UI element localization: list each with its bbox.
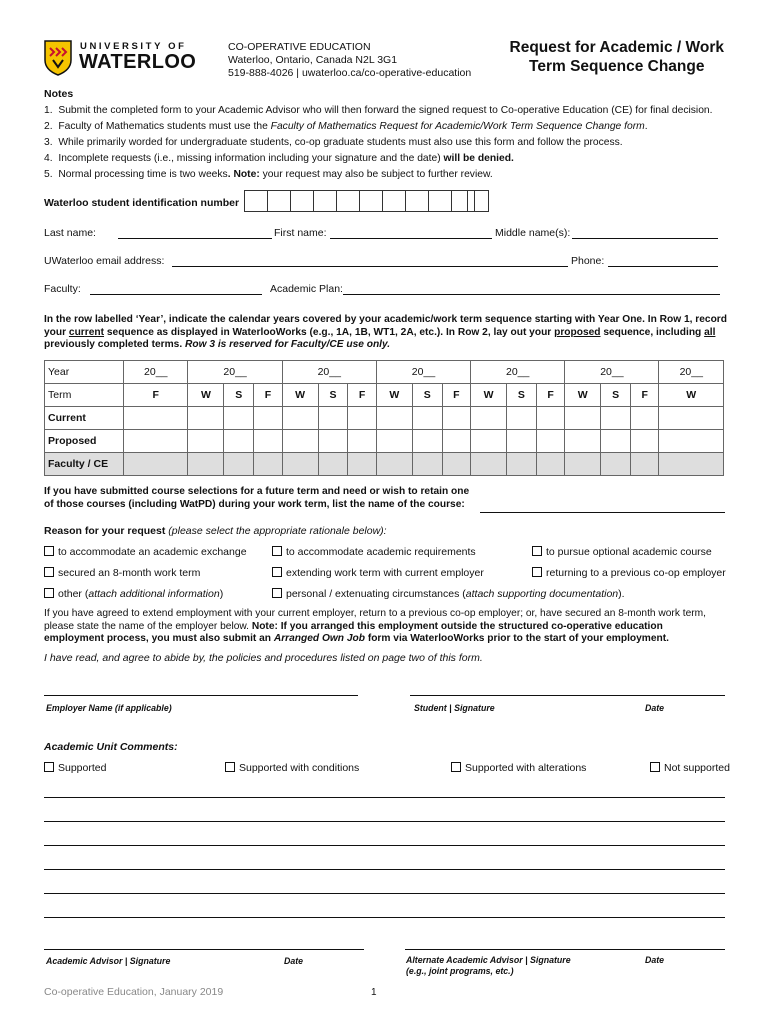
entry-cell xyxy=(471,453,507,476)
comment-line[interactable] xyxy=(44,917,725,918)
entry-cell[interactable] xyxy=(630,407,659,430)
reason-option[interactable]: extending work term with current employer xyxy=(272,567,484,579)
term-sequence-table xyxy=(44,360,724,476)
entry-cell xyxy=(565,453,601,476)
entry-cell[interactable] xyxy=(188,407,224,430)
entry-cell xyxy=(412,453,442,476)
reason-option[interactable]: to accommodate academic requirements xyxy=(272,546,476,558)
advisor-signature-field[interactable] xyxy=(44,949,364,950)
first-name-label: First name: xyxy=(274,227,327,239)
term-cell: F xyxy=(442,384,471,407)
page-number: 1 xyxy=(371,987,377,998)
notes-list xyxy=(44,103,734,183)
comment-line[interactable] xyxy=(44,869,725,870)
first-name-field[interactable] xyxy=(330,238,492,239)
student-id-digit[interactable] xyxy=(467,190,489,212)
year-cell[interactable]: 20__ xyxy=(188,361,282,384)
note-item: 4. Incomplete requests (i.e., missing information including your signature and the date) will be denied. xyxy=(44,153,514,164)
entry-cell[interactable] xyxy=(507,430,537,453)
term-cell: W xyxy=(659,384,724,407)
checkbox-icon[interactable] xyxy=(272,588,282,598)
entry-cell xyxy=(601,453,631,476)
row-label: Proposed xyxy=(45,430,124,453)
entry-cell[interactable] xyxy=(224,430,254,453)
faculty-field[interactable] xyxy=(90,294,262,295)
entry-cell[interactable] xyxy=(659,407,724,430)
student-id-digit[interactable] xyxy=(336,190,360,212)
comment-option[interactable]: Supported with conditions xyxy=(225,762,359,774)
student-id-digit[interactable] xyxy=(405,190,429,212)
term-cell: F xyxy=(348,384,377,407)
phone-label: Phone: xyxy=(571,255,605,267)
email-label: UWaterloo email address: xyxy=(44,255,165,267)
logo-line1: UNIVERSITY OF xyxy=(80,41,187,52)
note-item: 2. Faculty of Mathematics students must use the Faculty of Mathematics Request for Academic/Work Term Sequence Change form. xyxy=(44,121,648,132)
reason-option[interactable]: secured an 8-month work term xyxy=(44,567,200,579)
header-contact: 519-888-4026 | uwaterloo.ca/co-operative-education xyxy=(228,67,472,79)
student-id-digit[interactable] xyxy=(290,190,314,212)
checkbox-icon[interactable] xyxy=(272,546,282,556)
entry-cell xyxy=(124,453,188,476)
comment-line[interactable] xyxy=(44,821,725,822)
term-cell: S xyxy=(507,384,537,407)
student-signature-field[interactable] xyxy=(410,695,725,696)
last-name-label: Last name: xyxy=(44,227,96,239)
table-row-year xyxy=(45,361,724,384)
agreement-statement: I have read, and agree to abide by, the policies and procedures listed on page two of this form. xyxy=(44,652,483,664)
comments-heading: Academic Unit Comments: xyxy=(44,741,178,753)
term-cell: W xyxy=(565,384,601,407)
header-dept: CO-OPERATIVE EDUCATION xyxy=(228,41,371,53)
table-instructions: In the row labelled ‘Year’, indicate the calendar years covered by your academic/work term sequence starting with Year One. In Row 1, record your current sequence as displayed in WaterlooWorks (e.g., 1A, 1B, WT1, 2A, etc.). In Row 2, lay out your proposed sequence, including all previously completed terms. Row 3 is reserved for Faculty/CE use only. xyxy=(44,314,727,350)
row-label: Term xyxy=(45,384,124,407)
table-row-current xyxy=(45,407,724,430)
entry-cell[interactable] xyxy=(659,430,724,453)
note-item: 3. While primarily worded for undergraduate students, co-op graduate students must also use this form and follow the process. xyxy=(44,137,623,148)
comment-option[interactable]: Supported xyxy=(44,762,106,774)
entry-cell[interactable] xyxy=(601,407,631,430)
entry-cell[interactable] xyxy=(254,407,283,430)
student-id-digit[interactable] xyxy=(244,190,268,212)
comment-option[interactable]: Supported with alterations xyxy=(451,762,586,774)
row-label: Year xyxy=(45,361,124,384)
entry-cell[interactable] xyxy=(282,430,318,453)
entry-cell[interactable] xyxy=(442,430,471,453)
table-row-term xyxy=(45,384,724,407)
year-cell[interactable]: 20__ xyxy=(471,361,565,384)
term-cell: F xyxy=(124,384,188,407)
student-signature-label: Student | Signature xyxy=(414,703,495,713)
comment-line[interactable] xyxy=(44,893,725,894)
entry-cell xyxy=(507,453,537,476)
year-cell[interactable]: 20__ xyxy=(282,361,376,384)
alt-advisor-signature-label: Alternate Academic Advisor | Signature xyxy=(406,955,571,965)
checkbox-icon[interactable] xyxy=(44,762,54,772)
entry-cell[interactable] xyxy=(188,430,224,453)
entry-cell xyxy=(254,453,283,476)
entry-cell[interactable] xyxy=(124,430,188,453)
entry-cell[interactable] xyxy=(536,430,565,453)
term-cell: F xyxy=(536,384,565,407)
note-item: 1. Submit the completed form to your Academic Advisor who will then forward the signed request to Co-operative Education (CE) for final decision. xyxy=(44,105,713,116)
employment-note: If you have agreed to extend employment with your current employer, return to a previous co-op employer; or, have secured an 8-month work term, please state the name of the employer below. Note: If you arranged this employment outside the structured co-operative education employment process, you must also submit an Arranged Own Job form via WaterlooWorks prior to the start of your employment. xyxy=(44,608,706,644)
reason-heading: Reason for your request (please select the appropriate rationale below): xyxy=(44,525,387,537)
checkbox-icon[interactable] xyxy=(44,588,54,598)
student-id-digit[interactable] xyxy=(359,190,383,212)
year-cell[interactable]: 20__ xyxy=(124,361,188,384)
entry-cell[interactable] xyxy=(565,430,601,453)
entry-cell[interactable] xyxy=(412,407,442,430)
entry-cell[interactable] xyxy=(442,407,471,430)
entry-cell[interactable] xyxy=(376,407,412,430)
note-item: 5. Normal processing time is two weeks. Note: your request may also be subject to further review. xyxy=(44,169,493,180)
comment-line[interactable] xyxy=(44,797,725,798)
entry-cell[interactable] xyxy=(630,430,659,453)
shield-icon xyxy=(44,40,72,76)
footer-text: Co-operative Education, January 2019 xyxy=(44,986,224,998)
term-cell: S xyxy=(318,384,348,407)
entry-cell[interactable] xyxy=(224,407,254,430)
alt-advisor-signature-field[interactable] xyxy=(405,949,725,950)
header-address: Waterloo, Ontario, Canada N2L 3G1 xyxy=(228,54,398,66)
entry-cell xyxy=(442,453,471,476)
row-label: Current xyxy=(45,407,124,430)
course-question: If you have submitted course selections for a future term and need or wish to retain one of those courses (including WatPD) during your work term, list the name of the course: xyxy=(44,486,470,510)
notes-heading: Notes xyxy=(44,88,74,100)
term-cell: F xyxy=(630,384,659,407)
logo-line2: WATERLOO xyxy=(79,51,197,73)
entry-cell[interactable] xyxy=(565,407,601,430)
checkbox-icon[interactable] xyxy=(532,546,542,556)
term-cell: S xyxy=(601,384,631,407)
student-id-label: Waterloo student identification number xyxy=(44,197,240,209)
term-cell: F xyxy=(254,384,283,407)
comment-line[interactable] xyxy=(44,845,725,846)
entry-cell xyxy=(536,453,565,476)
reason-option[interactable]: other (attach additional information) xyxy=(44,588,223,600)
entry-cell[interactable] xyxy=(254,430,283,453)
term-cell: W xyxy=(471,384,507,407)
checkbox-icon[interactable] xyxy=(44,546,54,556)
entry-cell[interactable] xyxy=(536,407,565,430)
form-title-line2: Term Sequence Change xyxy=(529,58,705,75)
email-field[interactable] xyxy=(172,266,568,267)
entry-cell[interactable] xyxy=(601,430,631,453)
checkbox-icon[interactable] xyxy=(650,762,660,772)
form-title xyxy=(510,38,724,76)
university-logo xyxy=(44,40,197,80)
checkbox-icon[interactable] xyxy=(272,567,282,577)
entry-cell xyxy=(224,453,254,476)
entry-cell[interactable] xyxy=(318,430,348,453)
entry-cell[interactable] xyxy=(124,407,188,430)
phone-field[interactable] xyxy=(608,266,718,267)
student-id-digit[interactable] xyxy=(267,190,291,212)
alt-advisor-date-label: Date xyxy=(645,955,665,965)
entry-cell[interactable] xyxy=(507,407,537,430)
term-cell: W xyxy=(282,384,318,407)
advisor-date-label: Date xyxy=(284,956,304,966)
entry-cell[interactable] xyxy=(348,407,377,430)
entry-cell[interactable] xyxy=(376,430,412,453)
reason-option[interactable]: to pursue optional academic course xyxy=(532,546,712,558)
table-row-proposed xyxy=(45,430,724,453)
checkbox-icon[interactable] xyxy=(44,567,54,577)
entry-cell xyxy=(630,453,659,476)
entry-cell xyxy=(188,453,224,476)
year-cell[interactable]: 20__ xyxy=(565,361,659,384)
entry-cell xyxy=(376,453,412,476)
table-row-faculty-ce xyxy=(45,453,724,476)
reason-option[interactable]: to accommodate an academic exchange xyxy=(44,546,247,558)
year-cell[interactable]: 20__ xyxy=(659,361,724,384)
student-id-digit[interactable] xyxy=(313,190,337,212)
form-title-line1: Request for Academic / Work xyxy=(509,39,724,56)
alt-advisor-note: (e.g., joint programs, etc.) xyxy=(406,966,514,976)
employer-name-field[interactable] xyxy=(44,695,358,696)
entry-cell xyxy=(659,453,724,476)
term-cell: S xyxy=(412,384,442,407)
advisor-signature-label: Academic Advisor | Signature xyxy=(46,956,171,966)
term-cell: S xyxy=(224,384,254,407)
comment-option[interactable]: Not supported xyxy=(650,762,730,774)
entry-cell[interactable] xyxy=(282,407,318,430)
row-label: Faculty / CE xyxy=(45,453,124,476)
student-id-digit[interactable] xyxy=(382,190,406,212)
plan-label: Academic Plan: xyxy=(270,283,343,295)
entry-cell[interactable] xyxy=(471,430,507,453)
course-name-field[interactable] xyxy=(480,512,725,513)
reason-option[interactable]: returning to a previous co-op employer xyxy=(532,567,726,579)
date-label: Date xyxy=(645,703,665,713)
entry-cell xyxy=(318,453,348,476)
year-cell[interactable]: 20__ xyxy=(376,361,470,384)
last-name-field[interactable] xyxy=(118,238,272,239)
checkbox-icon[interactable] xyxy=(451,762,461,772)
entry-cell[interactable] xyxy=(412,430,442,453)
reason-option[interactable]: personal / extenuating circumstances (attach supporting documentation). xyxy=(272,588,625,600)
term-cell: W xyxy=(188,384,224,407)
faculty-label: Faculty: xyxy=(44,283,81,295)
checkbox-icon[interactable] xyxy=(532,567,542,577)
middle-name-field[interactable] xyxy=(572,238,718,239)
entry-cell[interactable] xyxy=(318,407,348,430)
employer-name-label: Employer Name (if applicable) xyxy=(46,703,172,713)
entry-cell[interactable] xyxy=(471,407,507,430)
entry-cell[interactable] xyxy=(348,430,377,453)
entry-cell xyxy=(348,453,377,476)
term-cell: W xyxy=(376,384,412,407)
student-id-digit[interactable] xyxy=(428,190,452,212)
entry-cell xyxy=(282,453,318,476)
checkbox-icon[interactable] xyxy=(225,762,235,772)
middle-name-label: Middle name(s): xyxy=(495,227,571,239)
plan-field[interactable] xyxy=(343,294,720,295)
